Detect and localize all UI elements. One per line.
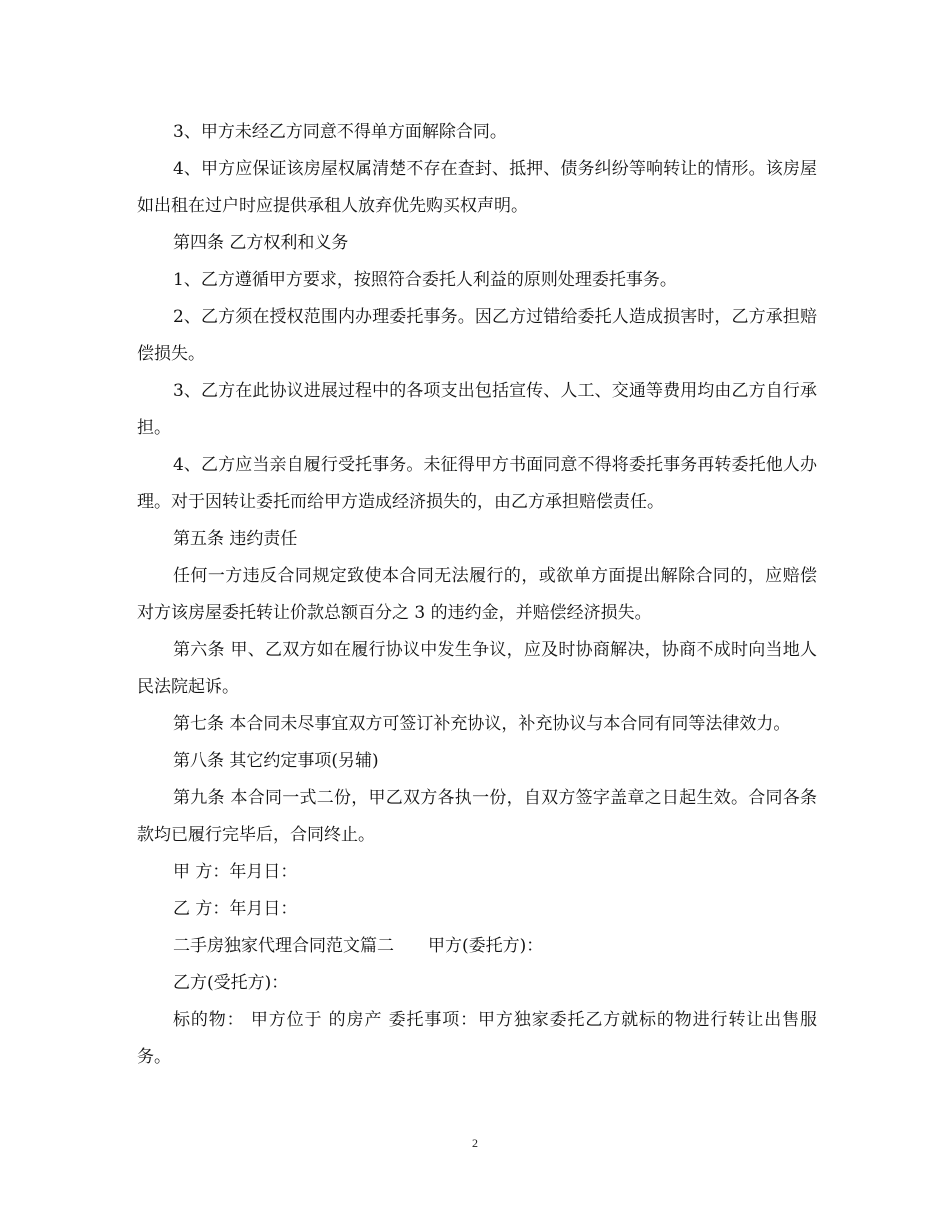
- paragraph-article-5: 任何一方违反合同规定致使本合同无法履行的，或欲单方面提出解除合同的，应赔偿对方该房屋委托转让价款总额百分之 3 的违约金，并赔偿经济损失。: [137, 566, 817, 623]
- paragraph-clause-4-3: 3、乙方在此协议进展过程中的各项支出包括宣传、人工、交通等费用均由乙方自行承担。: [137, 381, 817, 438]
- signature-party-a: 甲 方：年月日：: [173, 862, 298, 882]
- paragraph-clause-4-1: 1、乙方遵循甲方要求，按照符合委托人利益的原则处理委托事务。: [173, 270, 677, 290]
- signature-party-b: 乙 方：年月日：: [173, 899, 298, 919]
- page-number: 2: [472, 1136, 478, 1150]
- paragraph-article-6: 第六条 甲、乙双方如在履行协议中发生争议，应及时协商解决，协商不成时向当地人民法院起诉。: [137, 640, 817, 697]
- paragraph-clause-3-3: 3、甲方未经乙方同意不得单方面解除合同。: [173, 122, 507, 142]
- paragraph-clause-3-4: 4、甲方应保证该房屋权属清楚不存在查封、抵押、债务纠纷等响转让的情形。该房屋如出租在过户时应提供承租人放弃优先购买权声明。: [137, 159, 817, 216]
- paragraph-clause-4-2: 2、乙方须在授权范围内办理委托事务。因乙方过错给委托人造成损害时，乙方承担赔偿损失。: [137, 307, 817, 364]
- heading-article-5: 第五条 违约责任: [173, 529, 298, 549]
- paragraph-clause-4-4: 4、乙方应当亲自履行受托事务。未征得甲方书面同意不得将委托事务再转委托他人办理。对于因转让委托而给甲方造成经济损失的，由乙方承担赔偿责任。: [137, 455, 817, 512]
- document-body: [137, 114, 817, 1076]
- heading-article-4: 第四条 乙方权利和义务: [173, 233, 349, 253]
- paragraph-article-7: 第七条 本合同未尽事宜双方可签订补充协议，补充协议与本合同有同等法律效力。: [173, 714, 791, 734]
- section-title-contract-2: 二手房独家代理合同范文篇二 甲方(委托方)：: [173, 936, 544, 956]
- subject-matter-line: 标的物： 甲方位于 的房产 委托事项：甲方独家委托乙方就标的物进行转让出售服务。: [137, 1010, 817, 1067]
- party-b-line: 乙方(受托方)：: [173, 973, 289, 993]
- paragraph-article-9: 第九条 本合同一式二份，甲乙双方各执一份，自双方签字盖章之日起生效。合同各条款均已履行完毕后，合同终止。: [137, 788, 817, 845]
- paragraph-article-8: 第八条 其它约定事项(另辅): [173, 751, 379, 771]
